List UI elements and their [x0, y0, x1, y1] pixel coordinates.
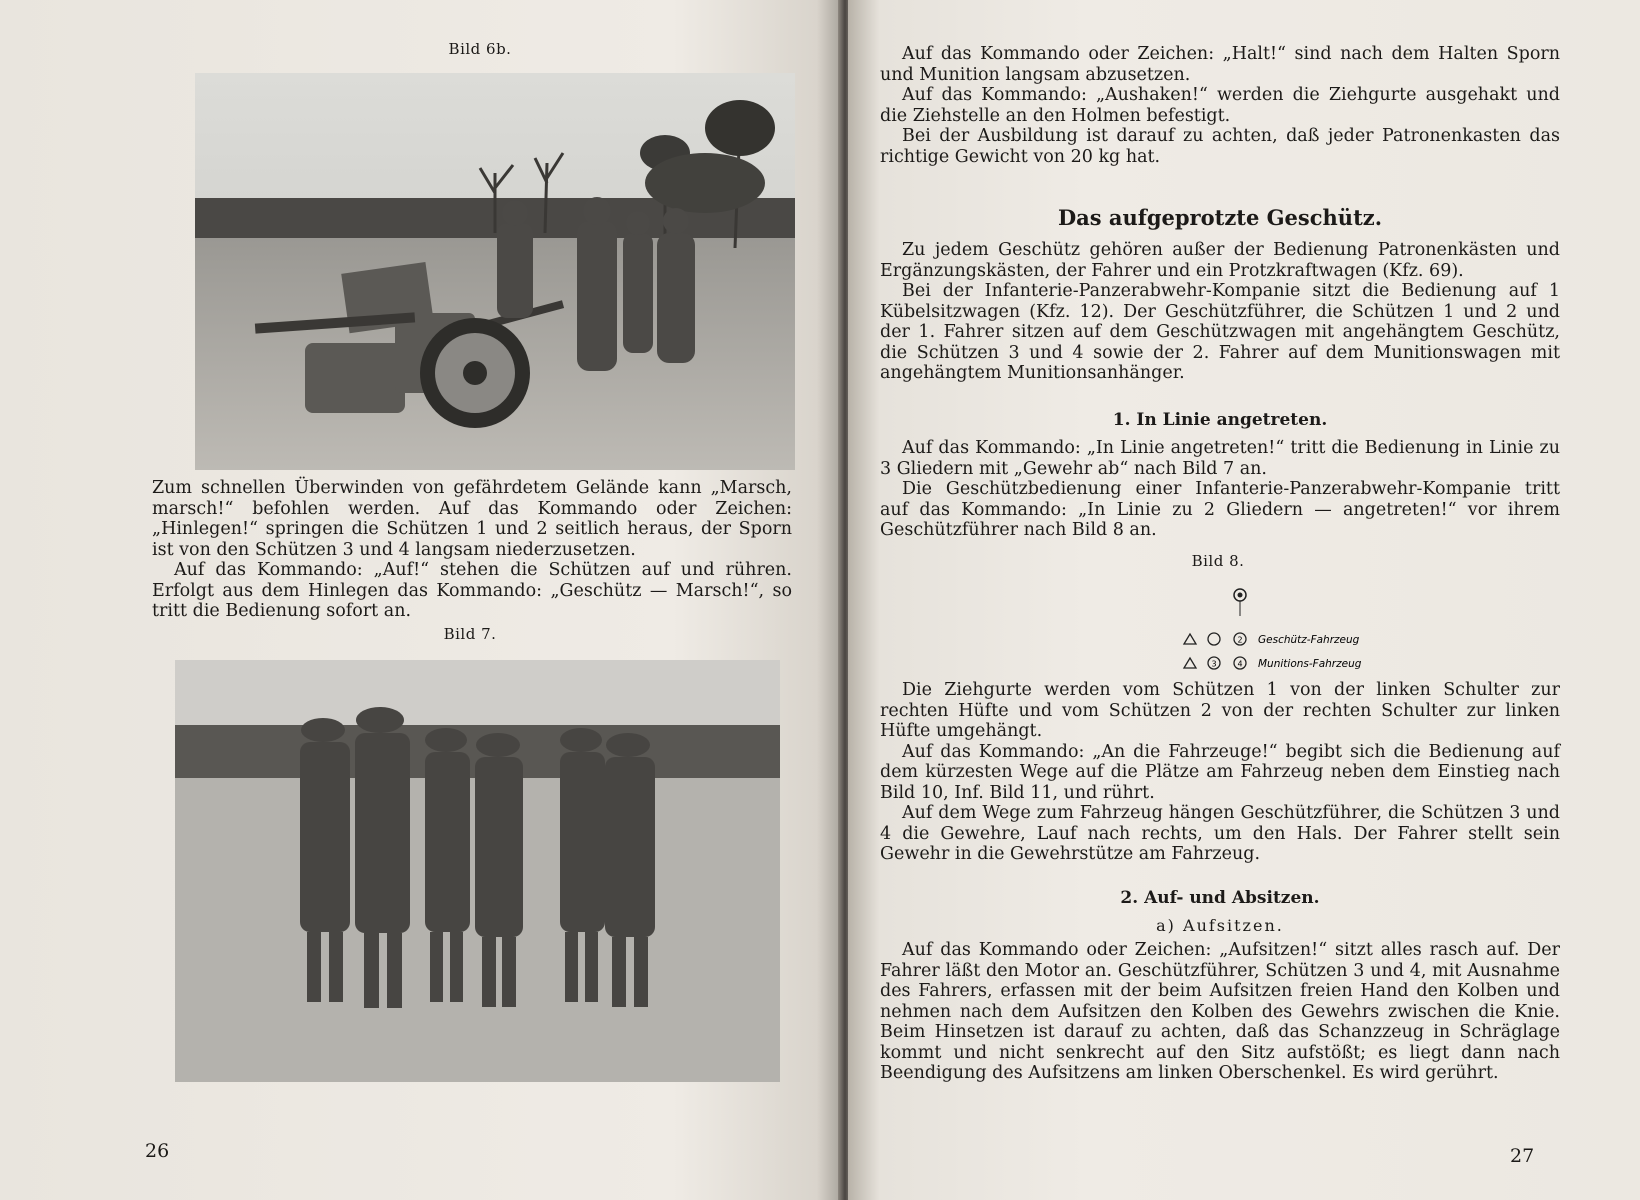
right-text-main [880, 240, 1560, 384]
paragraph: Bei der Infanterie-Panzerabwehr-Kompanie sitzt die Bedienung auf 1 Kübelsitzwagen (Kfz. 12). Der Geschützführer, die Schützen 1 und 2 und der 1. Fahrer sitzen auf dem Geschützwagen mit angehängtem Geschütz, die Schützen 3 und 4 sowie der 2. Fahrer auf dem Munitionswagen mit angehängtem Munitionsanhänger. [880, 281, 1560, 383]
photo-bild-7 [175, 660, 780, 1082]
caption-bild-8: Bild 8. [1191, 552, 1245, 570]
caption-bild-6b: Bild 6b. [448, 40, 512, 58]
shooter-3-number: 3 [1211, 659, 1217, 669]
right-text-top [880, 44, 1560, 167]
paragraph: Auf das Kommando: „An die Fahrzeuge!“ begibt sich die Bedienung auf dem kürzesten Wege auf die Plätze am Fahrzeug neben dem Einstieg nach Bild 10, Inf. Bild 11, und rührt. [880, 741, 1560, 803]
paragraph: Bei der Ausbildung ist darauf zu achten, daß jeder Patronenkasten das richtige Gewicht von 20 kg hat. [880, 126, 1560, 167]
heading-aufgeprotzte-geschuetz: Das aufgeprotzte Geschütz. [1057, 205, 1383, 230]
photo-bild-6b [195, 73, 795, 470]
heading-auf-und-absitzen: 2. Auf- und Absitzen. [1120, 888, 1320, 908]
left-text-block [152, 478, 792, 622]
right-text-section2 [880, 940, 1560, 1084]
page-number-right: 27 [1510, 1145, 1535, 1167]
paragraph: Auf das Kommando: „In Linie angetreten!“ tritt die Bedienung in Linie zu 3 Gliedern mit „Gewehr ab“ nach Bild 7 an. [880, 438, 1560, 479]
paragraph: Auf dem Wege zum Fahrzeug hängen Geschützführer, die Schützen 3 und 4 die Gewehre, Lauf nach rechts, um den Hals. Der Fahrer stellt sein Gewehr in die Gewehrstütze am Fahrzeug. [880, 803, 1560, 864]
subheading-aufsitzen: a) Aufsitzen. [1156, 916, 1284, 935]
triangle-symbol [1184, 634, 1196, 644]
shooter-4-number: 4 [1237, 659, 1243, 669]
label-munitions-fahrzeug: Munitions-Fahrzeug [1258, 658, 1362, 670]
right-text-section1b [880, 680, 1560, 865]
right-page [848, 0, 1640, 1200]
caption-bild-7: Bild 7. [443, 625, 497, 643]
paragraph: Auf das Kommando: „Auf!“ stehen die Schützen auf und rühren. Erfolgt aus dem Hinlegen das Kommando: „Geschütz — Marsch!“, so tritt die Bedienung sofort an. [152, 560, 792, 621]
formation-diagram [1118, 580, 1418, 675]
circle-symbol [1208, 633, 1220, 645]
label-geschuetz-fahrzeug: Geschütz-Fahrzeug [1258, 634, 1360, 646]
paragraph: Die Geschützbedienung einer Infanterie-Panzerabwehr-Kompanie tritt auf das Kommando: „In Linie zu 2 Gliedern — angetreten!“ vor ihrem Geschützführer nach Bild 8 an. [880, 479, 1560, 540]
heading-in-linie-angetreten: 1. In Linie angetreten. [1112, 410, 1328, 430]
formation-svg [1118, 580, 1418, 675]
paragraph: Auf das Kommando: „Aushaken!“ werden die Ziehgurte ausgehakt und die Ziehstelle an den Holmen befestigt. [880, 85, 1560, 126]
paragraph: Zu jedem Geschütz gehören außer der Bedienung Patronenkästen und Ergänzungskästen, der Fahrer und ein Protzkraftwagen (Kfz. 69). [880, 240, 1560, 281]
shooter-2-number: 2 [1237, 635, 1243, 645]
paragraph: Auf das Kommando oder Zeichen: „Halt!“ sind nach dem Halten Sporn und Munition langsam abzusetzen. [880, 44, 1560, 85]
triangle-symbol [1184, 658, 1196, 668]
gun-crew-photo [195, 73, 795, 470]
page-number-left: 26 [145, 1140, 170, 1162]
paragraph: Die Ziehgurte werden vom Schützen 1 von der linken Schulter zur rechten Hüfte und vom Schützen 2 von der rechten Schulter zur linken Hüfte umgehängt. [880, 680, 1560, 741]
paragraph: Auf das Kommando oder Zeichen: „Aufsitzen!“ sitzt alles rasch auf. Der Fahrer läßt den Motor an. Geschützführer, Schützen 3 und 4, mit Ausnahme des Fahrers, erfassen mit der beim Aufsitzen freien Hand den Kolben und nehmen nach dem Aufsitzen den Kolben des Gewehrs zwischen die Knie. Beim Hinsetzen ist darauf zu achten, daß das Schanzzeug in Schräglage kommt und nicht senkrecht auf den Sitz aufstößt; es liegt dann nach Beendigung des Aufsitzens am linken Oberschenkel. Es wird gerührt. [880, 940, 1560, 1083]
soldiers-photo [175, 660, 780, 1082]
right-text-section1 [880, 438, 1560, 541]
paragraph: Zum schnellen Überwinden von gefährdetem Gelände kann „Marsch, marsch!“ befohlen werden. Auf das Kommando oder Zeichen: „Hinlegen!“ springen die Schützen 1 und 2 seitlich heraus, der Sporn ist von den Schützen 3 und 4 langsam niederzusetzen. [152, 478, 792, 560]
